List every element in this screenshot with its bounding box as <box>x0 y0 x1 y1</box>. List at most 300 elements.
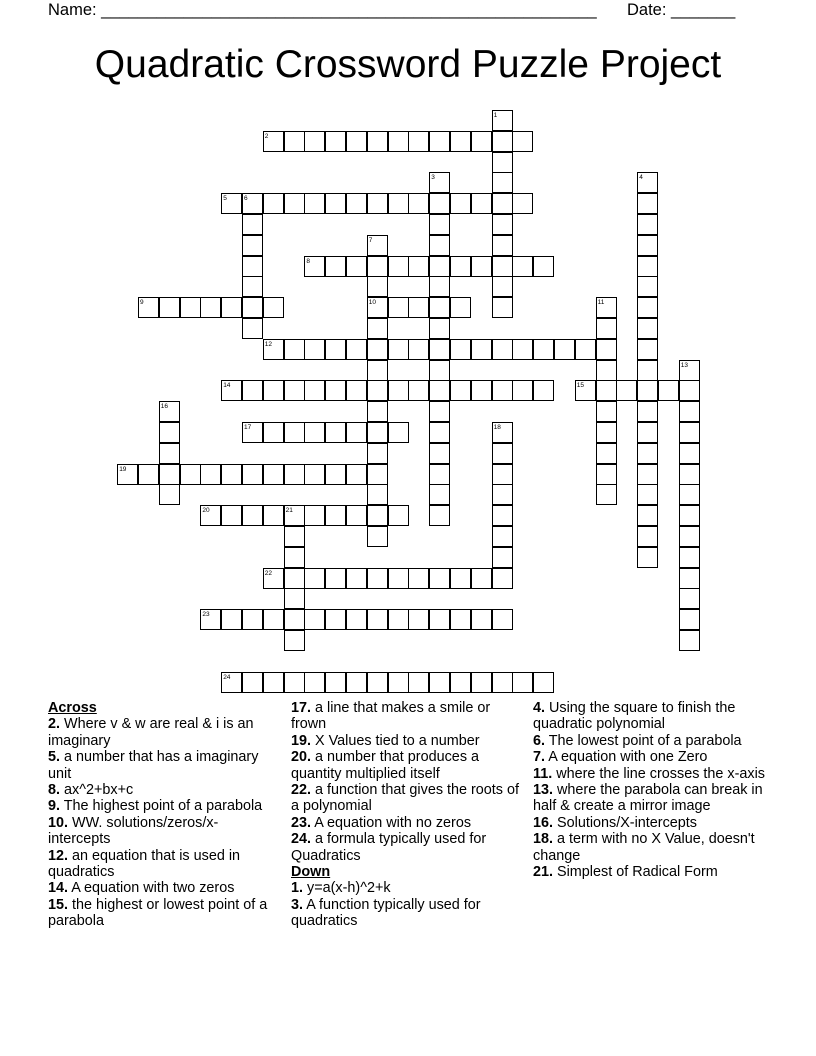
crossword-cell[interactable] <box>471 256 492 277</box>
crossword-cell[interactable] <box>429 505 450 526</box>
crossword-cell[interactable] <box>679 422 700 443</box>
crossword-cell[interactable] <box>346 193 367 214</box>
crossword-cell[interactable] <box>304 505 325 526</box>
crossword-cell[interactable] <box>221 193 242 214</box>
crossword-cell[interactable] <box>429 422 450 443</box>
crossword-cell[interactable] <box>367 256 388 277</box>
across-clues-part-1 <box>48 716 280 929</box>
crossword-cell[interactable] <box>596 464 617 485</box>
crossword-cell[interactable] <box>492 672 513 693</box>
crossword-cell[interactable] <box>242 276 263 297</box>
clue-text: A equation with no zeros <box>311 814 472 831</box>
crossword-cell[interactable] <box>325 256 346 277</box>
crossword-cell[interactable] <box>180 464 201 485</box>
crossword-cell[interactable] <box>242 422 263 443</box>
crossword-cell[interactable] <box>679 568 700 589</box>
crossword-cell[interactable] <box>492 256 513 277</box>
clue-number: 17 <box>244 424 252 431</box>
crossword-cell[interactable] <box>221 505 242 526</box>
crossword-cell[interactable] <box>429 484 450 505</box>
crossword-cell[interactable] <box>512 131 533 152</box>
crossword-cell[interactable] <box>325 193 346 214</box>
crossword-cell[interactable] <box>679 630 700 651</box>
crossword-cell[interactable] <box>346 464 367 485</box>
crossword-cell[interactable] <box>325 505 346 526</box>
crossword-cell[interactable] <box>679 547 700 568</box>
crossword-cell[interactable] <box>596 318 617 339</box>
crossword-cell[interactable] <box>429 380 450 401</box>
crossword-cell[interactable] <box>429 568 450 589</box>
crossword-cell[interactable] <box>367 609 388 630</box>
crossword-cell[interactable] <box>450 131 471 152</box>
clue-text: WW. solutions/zeros/x-intercepts <box>48 814 219 848</box>
crossword-cell[interactable] <box>388 297 409 318</box>
crossword-cell[interactable] <box>325 131 346 152</box>
crossword-cell[interactable] <box>492 568 513 589</box>
crossword-cell[interactable] <box>263 339 284 360</box>
crossword-cell[interactable] <box>159 297 180 318</box>
clue-number: 5 <box>223 195 227 203</box>
crossword-cell[interactable] <box>533 256 554 277</box>
crossword-cell[interactable] <box>408 380 429 401</box>
crossword-cell[interactable] <box>284 422 305 443</box>
crossword-cell[interactable] <box>429 297 450 318</box>
crossword-cell[interactable] <box>429 464 450 485</box>
crossword-cell[interactable] <box>263 193 284 214</box>
crossword-cell[interactable] <box>346 339 367 360</box>
crossword-cell[interactable] <box>492 339 513 360</box>
crossword-cell[interactable] <box>512 339 533 360</box>
down-clues-part-2 <box>533 700 765 880</box>
crossword-cell[interactable] <box>284 672 305 693</box>
crossword-cell[interactable] <box>596 380 617 401</box>
crossword-cell[interactable] <box>492 276 513 297</box>
crossword-cell[interactable] <box>367 276 388 297</box>
clue-text: a formula typically used for Quadratics <box>291 831 487 864</box>
crossword-cell[interactable] <box>471 380 492 401</box>
crossword-cell[interactable] <box>408 131 429 152</box>
crossword-cell[interactable] <box>263 380 284 401</box>
crossword-cell[interactable] <box>367 568 388 589</box>
crossword-cell[interactable] <box>679 588 700 609</box>
crossword-cell[interactable] <box>388 609 409 630</box>
crossword-cell[interactable] <box>242 464 263 485</box>
crossword-cell[interactable] <box>200 464 221 485</box>
crossword-cell[interactable] <box>492 443 513 464</box>
crossword-cell[interactable] <box>679 484 700 505</box>
crossword-cell[interactable] <box>242 214 263 235</box>
clue-number: 21 <box>285 507 293 515</box>
crossword-cell[interactable] <box>367 193 388 214</box>
crossword-cell[interactable] <box>304 672 325 693</box>
clue-number: 1 <box>493 112 498 119</box>
crossword-cell[interactable] <box>304 380 325 401</box>
crossword-cell[interactable] <box>429 235 450 256</box>
clue-number: 6 <box>244 195 248 203</box>
crossword-cell[interactable] <box>637 464 658 485</box>
crossword-cell[interactable] <box>450 568 471 589</box>
clue-text: A function typically used for quadratics <box>291 896 481 930</box>
crossword-cell[interactable] <box>450 339 471 360</box>
crossword-cell[interactable] <box>492 484 513 505</box>
crossword-cell[interactable] <box>616 380 637 401</box>
crossword-cell[interactable] <box>637 505 658 526</box>
crossword-cell[interactable] <box>242 505 263 526</box>
crossword-cell[interactable] <box>637 547 658 568</box>
crossword-cell[interactable] <box>637 214 658 235</box>
crossword-cell[interactable] <box>637 172 658 193</box>
crossword-cell[interactable] <box>284 630 305 651</box>
crossword-cell[interactable] <box>637 526 658 547</box>
clue-number-label: 4. <box>533 700 546 716</box>
crossword-cell[interactable] <box>263 297 284 318</box>
crossword-cell[interactable] <box>679 443 700 464</box>
crossword-cell[interactable] <box>429 318 450 339</box>
clue-number-label: 3. <box>291 896 304 913</box>
crossword-cell[interactable] <box>596 401 617 422</box>
crossword-cell[interactable] <box>367 505 388 526</box>
crossword-cell[interactable] <box>325 339 346 360</box>
clue-number: 11 <box>597 299 605 307</box>
crossword-cell[interactable] <box>346 422 367 443</box>
crossword-cell[interactable] <box>450 380 471 401</box>
crossword-cell[interactable] <box>367 131 388 152</box>
crossword-cell[interactable] <box>596 422 617 443</box>
crossword-cell[interactable] <box>159 484 180 505</box>
across-clues-part-2 <box>291 700 523 864</box>
crossword-cell[interactable] <box>408 672 429 693</box>
clue-number: 4 <box>639 174 643 182</box>
crossword-cell[interactable] <box>263 609 284 630</box>
crossword-cell[interactable] <box>242 318 263 339</box>
crossword-cell[interactable] <box>325 609 346 630</box>
crossword-cell[interactable] <box>367 422 388 443</box>
crossword-cell[interactable] <box>242 609 263 630</box>
crossword-cell[interactable] <box>284 568 305 589</box>
clue-text: a line that makes a smile or frown <box>291 700 491 733</box>
clue-across-item <box>48 848 280 881</box>
crossword-cell[interactable] <box>346 505 367 526</box>
crossword-cell[interactable] <box>263 672 284 693</box>
crossword-cell[interactable] <box>575 339 596 360</box>
clue-text: an equation that is used in quadratics <box>48 847 241 881</box>
crossword-cell[interactable] <box>429 214 450 235</box>
crossword-cell[interactable] <box>429 339 450 360</box>
crossword-cell[interactable] <box>346 568 367 589</box>
crossword-cell[interactable] <box>637 256 658 277</box>
clue-across-item <box>48 749 280 782</box>
crossword-cell[interactable] <box>200 505 221 526</box>
crossword-cell[interactable] <box>658 380 679 401</box>
crossword-cell[interactable] <box>221 464 242 485</box>
crossword-cell[interactable] <box>284 505 305 526</box>
crossword-cell[interactable] <box>200 609 221 630</box>
name-field-label: Name: ______________________________________________________ <box>48 1 597 19</box>
crossword-cell[interactable] <box>408 609 429 630</box>
crossword-cell[interactable] <box>138 464 159 485</box>
crossword-cell[interactable] <box>429 193 450 214</box>
crossword-cell[interactable] <box>637 401 658 422</box>
crossword-cell[interactable] <box>388 422 409 443</box>
crossword-cell[interactable] <box>637 235 658 256</box>
crossword-cell[interactable] <box>346 256 367 277</box>
crossword-cell[interactable] <box>304 422 325 443</box>
crossword-cell[interactable] <box>450 297 471 318</box>
crossword-cell[interactable] <box>242 380 263 401</box>
clue-number: 14 <box>223 382 231 390</box>
crossword-cell[interactable] <box>637 193 658 214</box>
crossword-cell[interactable] <box>637 339 658 360</box>
crossword-cell[interactable] <box>325 568 346 589</box>
clue-number-label: 12. <box>48 847 69 864</box>
crossword-cell[interactable] <box>512 672 533 693</box>
crossword-cell[interactable] <box>492 172 513 193</box>
crossword-cell[interactable] <box>325 464 346 485</box>
crossword-cell[interactable] <box>492 547 513 568</box>
crossword-cell[interactable] <box>242 256 263 277</box>
crossword-cell[interactable] <box>388 380 409 401</box>
clue-number-label: 23. <box>291 814 312 831</box>
crossword-cell[interactable] <box>242 193 263 214</box>
crossword-cell[interactable] <box>367 401 388 422</box>
crossword-cell[interactable] <box>450 256 471 277</box>
crossword-cell[interactable] <box>367 339 388 360</box>
crossword-cell[interactable] <box>367 380 388 401</box>
crossword-cell[interactable] <box>367 235 388 256</box>
crossword-cell[interactable] <box>429 609 450 630</box>
crossword-cell[interactable] <box>512 193 533 214</box>
crossword-cell[interactable] <box>221 609 242 630</box>
crossword-cell[interactable] <box>346 380 367 401</box>
crossword-cell[interactable] <box>117 464 138 485</box>
crossword-cell[interactable] <box>492 505 513 526</box>
crossword-cell[interactable] <box>159 401 180 422</box>
crossword-cell[interactable] <box>596 297 617 318</box>
crossword-cell[interactable] <box>138 297 159 318</box>
crossword-cell[interactable] <box>429 276 450 297</box>
crossword-cell[interactable] <box>492 131 513 152</box>
clue-across-item <box>291 733 523 749</box>
clue-number-label: 5. <box>48 749 61 766</box>
crossword-cell[interactable] <box>284 193 305 214</box>
crossword-cell[interactable] <box>221 672 242 693</box>
crossword-cell[interactable] <box>304 339 325 360</box>
clue-number: 18 <box>493 424 501 431</box>
crossword-cell[interactable] <box>492 526 513 547</box>
clue-across-item <box>48 897 280 930</box>
crossword-cell[interactable] <box>429 360 450 381</box>
crossword-cell[interactable] <box>388 568 409 589</box>
crossword-cell[interactable] <box>492 152 513 173</box>
crossword-cell[interactable] <box>429 401 450 422</box>
clue-number-label: 15. <box>48 896 69 913</box>
crossword-cell[interactable] <box>679 609 700 630</box>
crossword-cell[interactable] <box>325 422 346 443</box>
crossword-cell[interactable] <box>304 568 325 589</box>
crossword-cell[interactable] <box>471 609 492 630</box>
crossword-cell[interactable] <box>512 256 533 277</box>
crossword-cell[interactable] <box>679 505 700 526</box>
crossword-cell[interactable] <box>596 360 617 381</box>
clue-column-1 <box>48 700 280 930</box>
crossword-cell[interactable] <box>367 360 388 381</box>
crossword-cell[interactable] <box>346 609 367 630</box>
crossword-cell[interactable] <box>388 193 409 214</box>
clue-down-item <box>533 733 765 749</box>
crossword-cell[interactable] <box>242 672 263 693</box>
crossword-cell[interactable] <box>388 256 409 277</box>
crossword-cell[interactable] <box>200 297 221 318</box>
crossword-cell[interactable] <box>533 672 554 693</box>
crossword-cell[interactable] <box>637 380 658 401</box>
crossword-cell[interactable] <box>346 672 367 693</box>
crossword-cell[interactable] <box>471 131 492 152</box>
crossword-cell[interactable] <box>637 484 658 505</box>
crossword-cell[interactable] <box>180 297 201 318</box>
crossword-cell[interactable] <box>408 256 429 277</box>
clue-number-label: 10. <box>48 814 69 831</box>
crossword-cell[interactable] <box>284 547 305 568</box>
crossword-cell[interactable] <box>492 422 513 443</box>
crossword-cell[interactable] <box>221 380 242 401</box>
crossword-cell[interactable] <box>450 672 471 693</box>
crossword-cell[interactable] <box>679 464 700 485</box>
crossword-cell[interactable] <box>637 360 658 381</box>
crossword-cell[interactable] <box>408 297 429 318</box>
crossword-cell[interactable] <box>284 588 305 609</box>
clue-number: 23 <box>202 611 210 619</box>
clue-number-label: 1. <box>291 880 304 897</box>
clue-number: 10 <box>368 299 377 307</box>
clue-number-label: 20. <box>291 749 312 766</box>
crossword-cell[interactable] <box>637 318 658 339</box>
crossword-cell[interactable] <box>471 568 492 589</box>
crossword-cell[interactable] <box>388 131 409 152</box>
crossword-cell[interactable] <box>304 609 325 630</box>
crossword-cell[interactable] <box>596 339 617 360</box>
clue-text: a term with no X Value, doesn't change <box>533 831 755 864</box>
crossword-cell[interactable] <box>471 672 492 693</box>
crossword-cell[interactable] <box>325 380 346 401</box>
crossword-cell[interactable] <box>367 297 388 318</box>
crossword-cell[interactable] <box>679 360 700 381</box>
crossword-cell[interactable] <box>367 484 388 505</box>
crossword-cell[interactable] <box>388 339 409 360</box>
crossword-cell[interactable] <box>284 609 305 630</box>
crossword-cell[interactable] <box>159 422 180 443</box>
crossword-cell[interactable] <box>284 339 305 360</box>
crossword-cell[interactable] <box>637 422 658 443</box>
crossword-cell[interactable] <box>679 526 700 547</box>
crossword-cell[interactable] <box>284 526 305 547</box>
crossword-cell[interactable] <box>242 235 263 256</box>
crossword-cell[interactable] <box>388 672 409 693</box>
crossword-cell[interactable] <box>367 526 388 547</box>
crossword-cell[interactable] <box>367 464 388 485</box>
crossword-cell[interactable] <box>512 380 533 401</box>
crossword-cell[interactable] <box>554 339 575 360</box>
crossword-cell[interactable] <box>450 193 471 214</box>
clue-across-item <box>291 815 523 831</box>
clue-text: X Values tied to a number <box>311 732 480 749</box>
crossword-cell[interactable] <box>263 505 284 526</box>
crossword-cell[interactable] <box>284 131 305 152</box>
crossword-cell[interactable] <box>492 110 513 131</box>
crossword-cell[interactable] <box>596 443 617 464</box>
crossword-cell[interactable] <box>304 256 325 277</box>
crossword-cell[interactable] <box>284 464 305 485</box>
crossword-cell[interactable] <box>263 568 284 589</box>
clue-down-item <box>533 831 765 864</box>
crossword-cell[interactable] <box>325 672 346 693</box>
crossword-cell[interactable] <box>679 380 700 401</box>
crossword-cell[interactable] <box>408 193 429 214</box>
crossword-cell[interactable] <box>492 214 513 235</box>
crossword-cell[interactable] <box>492 609 513 630</box>
crossword-cell[interactable] <box>408 568 429 589</box>
crossword-cell[interactable] <box>637 443 658 464</box>
crossword-cell[interactable] <box>471 193 492 214</box>
crossword-cell[interactable] <box>304 131 325 152</box>
crossword-cell[interactable] <box>159 464 180 485</box>
clue-number-label: 6. <box>533 732 546 749</box>
crossword-cell[interactable] <box>637 297 658 318</box>
crossword-cell[interactable] <box>263 464 284 485</box>
clue-number-label: 17. <box>291 700 312 716</box>
crossword-cell[interactable] <box>429 672 450 693</box>
clue-down-item <box>533 864 765 880</box>
crossword-cell[interactable] <box>492 297 513 318</box>
crossword-cell[interactable] <box>450 609 471 630</box>
crossword-cell[interactable] <box>533 380 554 401</box>
crossword-cell[interactable] <box>408 339 429 360</box>
crossword-cell[interactable] <box>388 505 409 526</box>
crossword-cell[interactable] <box>429 443 450 464</box>
crossword-cell[interactable] <box>304 193 325 214</box>
crossword-cell[interactable] <box>575 380 596 401</box>
clue-text: the highest or lowest point of a parabola <box>48 896 268 930</box>
crossword-cell[interactable] <box>492 380 513 401</box>
crossword-cell[interactable] <box>533 339 554 360</box>
crossword-cell[interactable] <box>637 276 658 297</box>
crossword-cell[interactable] <box>221 297 242 318</box>
crossword-cell[interactable] <box>492 464 513 485</box>
crossword-cell[interactable] <box>367 318 388 339</box>
crossword-cell[interactable] <box>304 464 325 485</box>
clue-across-item <box>291 749 523 782</box>
crossword-cell[interactable] <box>242 297 263 318</box>
crossword-cell[interactable] <box>263 131 284 152</box>
crossword-cell[interactable] <box>471 339 492 360</box>
crossword-cell[interactable] <box>429 256 450 277</box>
clue-number: 19 <box>119 465 127 473</box>
crossword-cell[interactable] <box>263 422 284 443</box>
crossword-cell[interactable] <box>429 172 450 193</box>
clue-down-item <box>533 700 765 733</box>
clue-across-item <box>291 782 523 815</box>
crossword-cell[interactable] <box>492 193 513 214</box>
crossword-cell[interactable] <box>159 443 180 464</box>
clue-number-label: 8. <box>48 782 61 799</box>
crossword-cell[interactable] <box>346 131 367 152</box>
crossword-cell[interactable] <box>679 401 700 422</box>
crossword-cell[interactable] <box>429 131 450 152</box>
crossword-cell[interactable] <box>284 380 305 401</box>
crossword-cell[interactable] <box>492 235 513 256</box>
crossword-cell[interactable] <box>367 672 388 693</box>
crossword-cell[interactable] <box>367 443 388 464</box>
crossword-cell[interactable] <box>596 484 617 505</box>
